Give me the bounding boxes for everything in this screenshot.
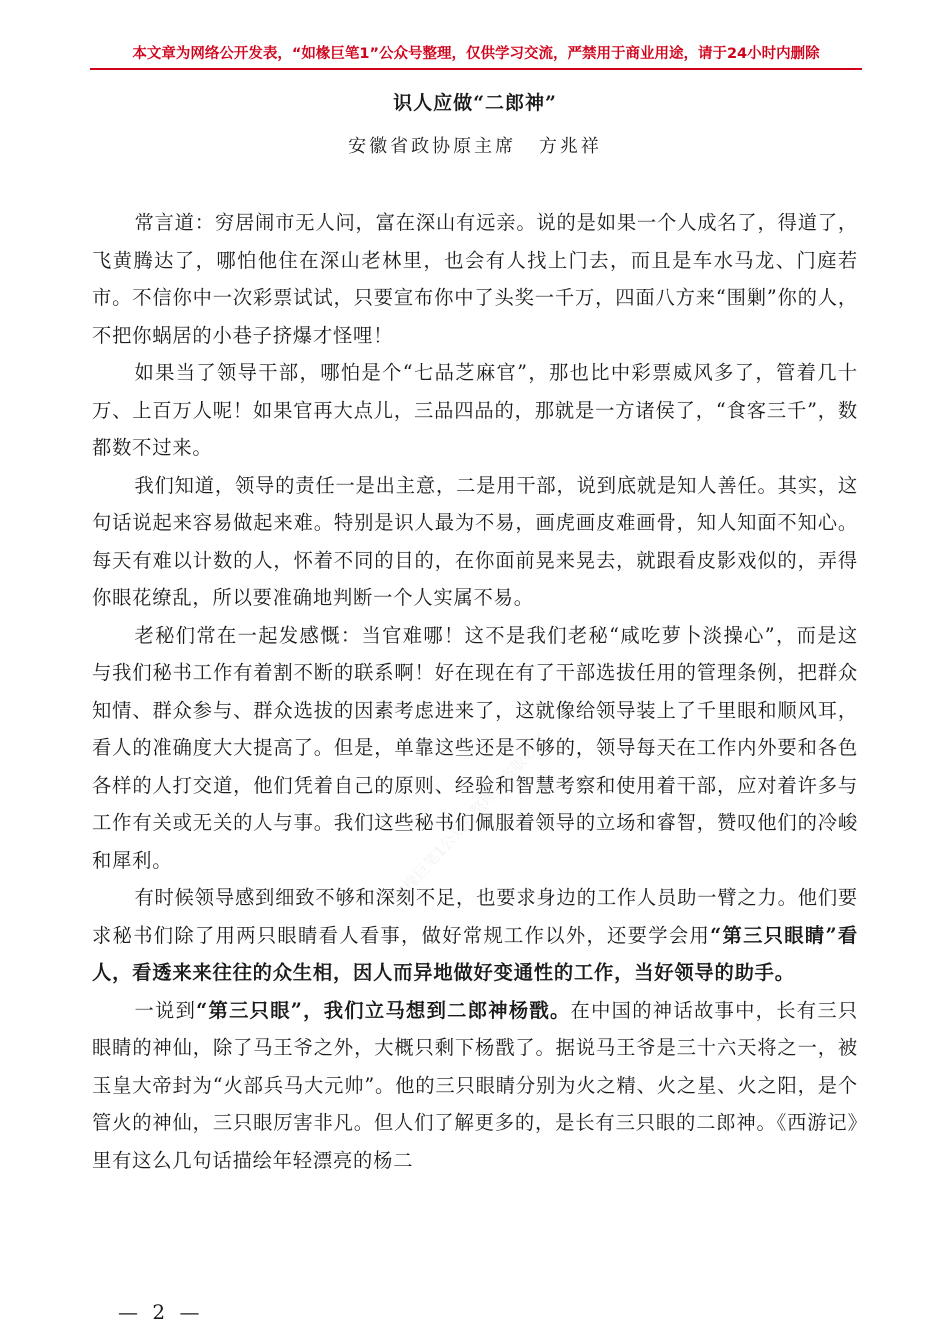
paragraph-text: 老秘们常在一起发感慨：当官难哪！这不是我们老秘“咸吃萝卜淡操心”，而是这与我们秘书工作有着割不断的联系啊！好在现在有了干部选拔任用的管理条例，把群众知情、群众参与、群众选拔的因素考虑进来了，这就像给领导装上了千里眼和顺风耳，看人的准确度大大提高了。但是，单靠这些还是不够的，领导每天在工作内外要和各色各样的人打交道，他们凭着自己的原则、经验和智慧考察和使用着干部，应对着许多与工作有关或无关的人与事。我们这些秘书们佩服着领导的立场和睿智，赞叹他们的冷峻和犀利。 <box>92 623 858 872</box>
header-divider <box>90 68 862 70</box>
paragraph <box>92 879 858 992</box>
article-title: 识人应做“二郎神” <box>393 92 557 114</box>
header-disclaimer: 本文章为网络公开发表，“如椽巨笔1”公众号整理，仅供学习交流，严禁用于商业用途，请于24小时内删除 <box>132 46 820 62</box>
page-number: — 2 — <box>118 1300 204 1324</box>
paragraph-text: 常言道：穷居闹市无人问，富在深山有远亲。说的是如果一个人成名了，得道了，飞黄腾达了，哪怕他住在深山老林里，也会有人找上门去，而且是车水马龙、门庭若市。不信你中一次彩票试试，只要宣布你中了头奖一千万，四面八方来“围剿”你的人，不把你蜗居的小巷子挤爆才怪哩！ <box>92 211 858 347</box>
paragraph-text: 有时候领导感到细致不够和深刻不足，也要求身边的工作人员助一臂之力。他们要求秘书们除了用两只眼睛看人看事，做好常规工作以外，还要学会用 <box>92 886 858 947</box>
paragraph <box>92 467 858 617</box>
paragraph-text: 如果当了领导干部，哪怕是个“七品芝麻官”，那也比中彩票威风多了，管着几十万、上百万人呢！如果官再大点儿，三品四品的，那就是一方诸侯了，“食客三千”，数都数不过来。 <box>92 361 858 459</box>
paragraph <box>92 354 858 467</box>
article-body <box>92 204 858 1179</box>
bold-emphasis: “第三只眼睛”看人，看透来来往往的众生相，因人而异地做好变通性的工作，当好领导的助手。 <box>92 923 858 984</box>
paragraph <box>92 992 858 1180</box>
paragraph-text: 在中国的神话故事中，长有三只眼睛的神仙，除了马王爷之外，大概只剩下杨戬了。据说马王爷是三十六天将之一，被玉皇大帝封为“火部兵马大元帅”。他的三只眼睛分别为火之精、火之星、火之阳，是个管火的神仙，三只眼厉害非凡。但人们了解更多的，是长有三只眼的二郎神。《西游记》里有这么几句话描绘年轻漂亮的杨二 <box>92 998 858 1172</box>
article-byline: 安徽省政协原主席 方兆祥 <box>348 136 602 157</box>
paragraph-text: 一说到 <box>134 998 197 1022</box>
watermark: 如椽巨笔1公众号整理，盗版必究 <box>389 730 551 906</box>
paragraph <box>92 617 858 880</box>
paragraph-text: 我们知道，领导的责任一是出主意，二是用干部，说到底就是知人善任。其实，这句话说起来容易做起来难。特别是识人最为不易，画虎画皮难画骨，知人知面不知心。每天有难以计数的人，怀着不同的目的，在你面前晃来晃去，就跟看皮影戏似的，弄得你眼花缭乱，所以要准确地判断一个人实属不易。 <box>92 473 858 609</box>
bold-emphasis: “第三只眼”，我们立马想到二郎神杨戬。 <box>196 998 571 1022</box>
paragraph <box>92 204 858 354</box>
